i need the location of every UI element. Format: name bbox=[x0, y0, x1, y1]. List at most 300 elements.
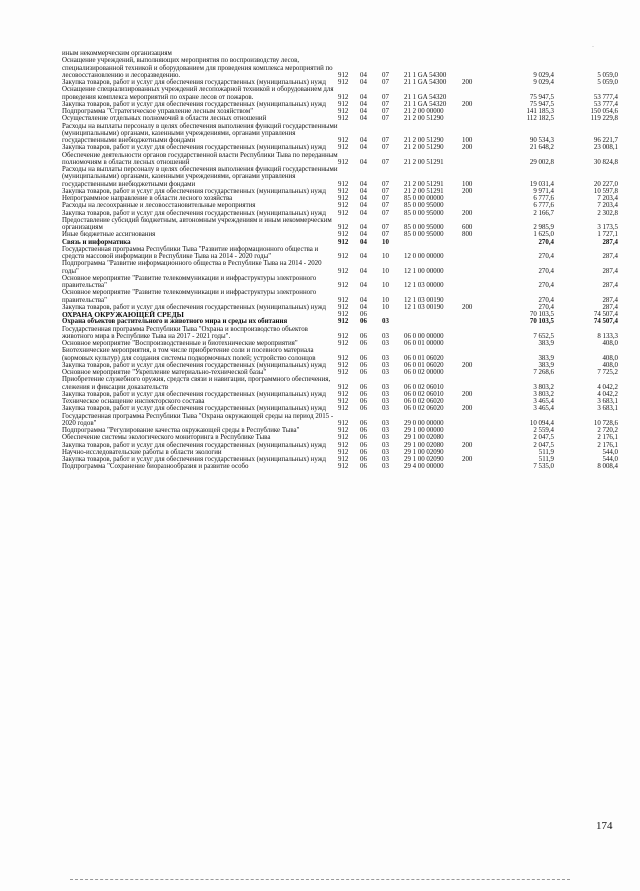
section-code: 04 bbox=[360, 209, 367, 217]
expense-type-code bbox=[462, 326, 492, 341]
table-row bbox=[62, 289, 618, 304]
expense-type-code bbox=[462, 195, 492, 202]
table-row bbox=[62, 318, 618, 325]
section-code: 04 bbox=[360, 195, 367, 202]
section-code: 04 bbox=[360, 202, 367, 210]
section-code: 04 bbox=[360, 93, 367, 101]
row-name: Закупка товаров, работ и услуг для обеспечения государственных (муниципальных) нужд bbox=[62, 144, 326, 152]
expense-type-code: 200 bbox=[462, 79, 473, 86]
amount-year-2: 2 176,1 bbox=[597, 434, 618, 442]
target-article-code: 29 0 00 00000 bbox=[404, 419, 444, 427]
section-code: 06 bbox=[360, 383, 367, 391]
expense-type-code bbox=[462, 289, 492, 304]
row-name: Государственная программа Республики Тыва "Развитие информационного общества и средств массовой информации в Республике Тыва на 2014 - 2020 годы" bbox=[62, 245, 319, 260]
section-code: 04 bbox=[360, 108, 367, 115]
subsection-code bbox=[382, 311, 404, 318]
amount-year-1: 3 465,4 bbox=[533, 405, 554, 413]
section-code: 04 bbox=[360, 137, 367, 144]
amount-year-1: 511,9 bbox=[538, 448, 554, 456]
page-number: 174 bbox=[596, 820, 613, 832]
amount-year-1: 383,9 bbox=[538, 340, 554, 347]
ministry-code: 912 bbox=[338, 267, 349, 275]
section-code: 04 bbox=[360, 303, 367, 311]
amount-year-1: 6 777,6 bbox=[533, 195, 554, 202]
subsection-code: 07 bbox=[382, 202, 389, 210]
table-row bbox=[62, 152, 618, 167]
amount-year-1: 511,9 bbox=[538, 456, 554, 463]
target-article-code: 85 0 00 00000 bbox=[404, 195, 444, 202]
target-article-code: 06 0 01 06020 bbox=[404, 354, 444, 362]
expense-type-code bbox=[462, 275, 492, 290]
subsection-code: 07 bbox=[382, 231, 389, 239]
table-row bbox=[62, 398, 618, 405]
amount-year-1 bbox=[492, 50, 554, 57]
amount-year-1: 70 103,5 bbox=[529, 318, 554, 326]
ministry-code: 912 bbox=[338, 71, 349, 79]
expense-type-code: 200 bbox=[462, 303, 473, 311]
table-row bbox=[62, 231, 618, 238]
ministry-code: 912 bbox=[338, 419, 349, 427]
subsection-code: 03 bbox=[382, 463, 389, 471]
table-row bbox=[62, 86, 618, 101]
expense-type-code: 200 bbox=[462, 209, 473, 217]
subsection-code: 10 bbox=[382, 303, 389, 311]
ministry-code: 912 bbox=[338, 340, 349, 347]
table-row bbox=[62, 347, 618, 362]
row-name: Оснащение специализированных учреждений лесопожарной техникой и оборудованием для проведения комплекса мероприятий по охране лесов от пожаров. bbox=[62, 86, 334, 101]
expense-type-code: 200 bbox=[462, 144, 473, 152]
table-row bbox=[62, 463, 618, 470]
ministry-code: 912 bbox=[338, 209, 349, 217]
row-name: Основное мероприятие "Развитие телекоммуникации и инфраструктуры электронного правительства" bbox=[62, 289, 317, 304]
amount-year-2: 10 728,6 bbox=[593, 419, 618, 427]
ministry-code: 912 bbox=[338, 456, 349, 463]
subsection-code bbox=[382, 50, 404, 57]
expense-type-code: 100 bbox=[462, 180, 473, 188]
amount-year-2: 8 008,4 bbox=[597, 463, 618, 471]
amount-year-2: 544,0 bbox=[602, 448, 618, 456]
amount-year-1: 2 166,7 bbox=[533, 209, 554, 217]
subsection-code: 03 bbox=[382, 340, 389, 347]
amount-year-1: 383,9 bbox=[538, 354, 554, 362]
row-name: Расходы на выплаты персоналу в целях обеспечения выполнения функций государственными (муниципальными) органами, казенными учреждениями, органами управления государственными внебюджетными фондами bbox=[62, 122, 338, 144]
target-article-code: 21 2 00 51291 bbox=[404, 158, 444, 166]
ministry-code: 912 bbox=[338, 427, 349, 434]
ministry-code: 912 bbox=[338, 158, 349, 166]
expense-type-code bbox=[462, 413, 492, 428]
row-name: Непрограммное направление в области лесного хозяйства bbox=[62, 195, 233, 202]
expense-type-code: 200 bbox=[462, 361, 473, 369]
ministry-code bbox=[338, 50, 360, 57]
row-name: Расходы на выплаты персоналу в целях обеспечения выполнения функций государственными (муниципальными) органами, казенными учреждениями, органами управления государственными внебюджетными фондами bbox=[62, 166, 338, 188]
amount-year-2: 20 227,0 bbox=[593, 180, 618, 188]
row-name: Закупка товаров, работ и услуг для обеспечения государственных (муниципальных) нужд bbox=[62, 100, 326, 108]
expense-type-code bbox=[462, 152, 492, 167]
row-name: Подпрограмма "Сохранение биоразнообразия и развитие особо bbox=[62, 463, 249, 471]
amount-year-1: 2 985,9 bbox=[533, 224, 554, 231]
ministry-code: 912 bbox=[338, 303, 349, 311]
amount-year-2: 23 008,1 bbox=[593, 144, 618, 152]
ministry-code: 912 bbox=[338, 463, 349, 471]
table-row bbox=[62, 246, 618, 261]
target-article-code bbox=[404, 311, 462, 318]
target-article-code: 29 1 00 02080 bbox=[404, 434, 444, 442]
subsection-code: 07 bbox=[382, 144, 389, 152]
amount-year-2: 30 824,8 bbox=[593, 158, 618, 166]
target-article-code: 29 4 00 00000 bbox=[404, 463, 444, 471]
table-row bbox=[62, 456, 618, 463]
budget-table-body bbox=[62, 50, 618, 471]
ministry-code: 912 bbox=[338, 354, 349, 362]
amount-year-1: 112 182,5 bbox=[526, 115, 554, 123]
target-article-code: 12 1 03 00000 bbox=[404, 282, 444, 289]
row-name: Подпрограмма "Стратегическое управление лесным хозяйством" bbox=[62, 108, 254, 115]
subsection-code: 03 bbox=[382, 441, 389, 449]
amount-year-1: 2 047,5 bbox=[533, 441, 554, 449]
section-code: 04 bbox=[360, 187, 367, 195]
amount-year-2: 53 777,4 bbox=[593, 93, 618, 101]
section-code: 04 bbox=[360, 296, 367, 304]
ministry-code: 912 bbox=[338, 180, 349, 188]
amount-year-1: 10 094,4 bbox=[529, 419, 554, 427]
target-article-code: 21 1 GA 54300 bbox=[404, 79, 447, 86]
section-code: 04 bbox=[360, 100, 367, 108]
expense-type-code bbox=[462, 260, 492, 275]
amount-year-1: 3 465,4 bbox=[533, 398, 554, 405]
section-code: 04 bbox=[360, 71, 367, 79]
section-code: 04 bbox=[360, 224, 367, 231]
row-name: Предоставление субсидий бюджетным, автономным учреждениям и иным некоммерческим организациям bbox=[62, 216, 332, 231]
expense-type-code: 200 bbox=[462, 100, 473, 108]
expense-type-code bbox=[462, 115, 492, 122]
subsection-code: 10 bbox=[382, 238, 389, 246]
ministry-code: 912 bbox=[338, 253, 349, 260]
subsection-code: 07 bbox=[382, 187, 389, 195]
target-article-code: 12 1 03 00190 bbox=[404, 303, 444, 311]
row-name: Закупка товаров, работ и услуг для обеспечения государственных (муниципальных) нужд bbox=[62, 361, 326, 369]
table-row bbox=[62, 50, 618, 57]
amount-year-1: 70 103,5 bbox=[529, 311, 554, 318]
amount-year-1: 75 947,5 bbox=[529, 93, 554, 101]
amount-year-1: 7 535,0 bbox=[533, 463, 554, 471]
amount-year-2: 8 133,3 bbox=[597, 332, 618, 340]
expense-type-code bbox=[462, 434, 492, 441]
amount-year-2: 287,4 bbox=[602, 253, 618, 260]
expense-type-code bbox=[462, 449, 492, 456]
ministry-code: 912 bbox=[338, 108, 349, 115]
ministry-code: 912 bbox=[338, 231, 349, 239]
table-row bbox=[62, 115, 618, 122]
amount-year-2: 3 683,1 bbox=[597, 405, 618, 413]
subsection-code: 07 bbox=[382, 71, 389, 79]
amount-year-1: 19 031,4 bbox=[529, 180, 554, 188]
section-code: 04 bbox=[360, 144, 367, 152]
row-name: Основное мероприятие "Развитие телекоммуникации и инфраструктуры электронного правительства" bbox=[62, 274, 317, 289]
amount-year-1: 270,4 bbox=[538, 282, 554, 289]
row-name: Подпрограмма "Развитие информационного общества в Республике Тыва на 2014 - 2020 годы" bbox=[62, 260, 322, 275]
table-row bbox=[62, 326, 618, 341]
section-code: 04 bbox=[360, 253, 367, 260]
expense-type-code bbox=[462, 376, 492, 391]
section-code: 04 bbox=[360, 238, 367, 246]
table-row bbox=[62, 442, 618, 449]
expense-type-code bbox=[462, 50, 492, 57]
amount-year-2: 10 597,8 bbox=[593, 187, 618, 195]
expense-type-code: 200 bbox=[462, 441, 473, 449]
target-article-code bbox=[404, 50, 462, 57]
expense-type-code bbox=[462, 340, 492, 347]
amount-year-2: 7 725,2 bbox=[597, 369, 618, 376]
amount-year-1: 9 971,4 bbox=[533, 187, 554, 195]
amount-year-1: 21 648,2 bbox=[529, 144, 554, 152]
table-row bbox=[62, 449, 618, 456]
table-row bbox=[62, 413, 618, 428]
section-code: 06 bbox=[360, 448, 367, 456]
row-name: Научно-исследовательские работы в области экологии bbox=[62, 448, 222, 456]
row-name: Государственная программа Республики Тыва "Охрана и воспроизводство объектов животного мира в Республике Тыва на 2017 - 2021 годы". bbox=[62, 325, 308, 340]
amount-year-2: 287,4 bbox=[602, 267, 618, 275]
table-row bbox=[62, 376, 618, 391]
amount-year-1: 2 047,5 bbox=[533, 434, 554, 442]
amount-year-2: 74 507,4 bbox=[593, 311, 618, 318]
target-article-code: 85 0 00 95000 bbox=[404, 202, 444, 210]
expense-type-code: 200 bbox=[462, 187, 473, 195]
amount-year-1: 7 268,6 bbox=[533, 369, 554, 376]
target-article-code: 21 2 00 51290 bbox=[404, 144, 444, 152]
subsection-code: 10 bbox=[382, 267, 389, 275]
table-row bbox=[62, 210, 618, 217]
amount-year-2: 74 507,4 bbox=[593, 318, 618, 326]
target-article-code: 85 0 00 95000 bbox=[404, 209, 444, 217]
ministry-code: 912 bbox=[338, 238, 349, 246]
table-row bbox=[62, 239, 618, 246]
subsection-code: 03 bbox=[382, 332, 389, 340]
ministry-code: 912 bbox=[338, 369, 349, 376]
amount-year-2: 4 042,2 bbox=[597, 383, 618, 391]
row-name: Основное мероприятие "Укрепление материально-технической базы" bbox=[62, 369, 267, 376]
section-code: 06 bbox=[360, 318, 367, 326]
row-name: Охрана объектов растительного и животного мира и среды их обитания bbox=[62, 318, 288, 326]
expense-type-code bbox=[462, 108, 492, 115]
row-name: Обеспечение системы экологического мониторинга в Республике Тыва bbox=[62, 434, 271, 442]
table-row bbox=[62, 311, 618, 318]
amount-year-1: 29 002,8 bbox=[529, 158, 554, 166]
ministry-code: 912 bbox=[338, 383, 349, 391]
subsection-code: 07 bbox=[382, 195, 389, 202]
amount-year-1: 7 652,5 bbox=[533, 332, 554, 340]
amount-year-2: 5 059,0 bbox=[597, 71, 618, 79]
amount-year-1: 270,4 bbox=[538, 238, 554, 246]
row-name: Приобретение служебного оружия, средств связи и навигации, программного обеспечения, слежения и фиксации доказательств bbox=[62, 376, 331, 391]
target-article-code: 12 1 00 00000 bbox=[404, 267, 444, 275]
section-code: 06 bbox=[360, 405, 367, 413]
expense-type-code: 200 bbox=[462, 390, 473, 398]
amount-year-2: 96 221,7 bbox=[593, 137, 618, 144]
expense-type-code bbox=[462, 347, 492, 362]
expense-type-code bbox=[462, 398, 492, 405]
table-row bbox=[62, 188, 618, 195]
subsection-code: 07 bbox=[382, 115, 389, 123]
amount-year-1: 75 947,5 bbox=[529, 100, 554, 108]
row-name: Обеспечение деятельности органов государственной власти Республики Тыва по переданным полномочиям в области лесных отношений bbox=[62, 151, 338, 166]
budget-table bbox=[62, 50, 618, 471]
row-name: Закупка товаров, работ и услуг для обеспечения государственных (муниципальных) нужд bbox=[62, 187, 326, 195]
ministry-code: 912 bbox=[338, 115, 349, 123]
section-code bbox=[360, 50, 382, 57]
amount-year-2: 2 302,8 bbox=[597, 209, 618, 217]
amount-year-1: 90 534,3 bbox=[529, 137, 554, 144]
subsection-code: 03 bbox=[382, 383, 389, 391]
section-code: 04 bbox=[360, 79, 367, 86]
target-article-code: 06 0 02 00000 bbox=[404, 369, 444, 376]
subsection-code: 07 bbox=[382, 108, 389, 115]
ministry-code: 912 bbox=[338, 202, 349, 210]
subsection-code: 03 bbox=[382, 354, 389, 362]
table-row bbox=[62, 369, 618, 376]
amount-year-2: 287,4 bbox=[602, 296, 618, 304]
target-article-code: 06 0 01 00000 bbox=[404, 340, 444, 347]
ministry-code: 912 bbox=[338, 296, 349, 304]
table-row bbox=[62, 434, 618, 441]
row-name: Иные бюджетные ассигнования bbox=[62, 231, 156, 239]
expense-type-code: 200 bbox=[462, 456, 473, 463]
subsection-code: 03 bbox=[382, 361, 389, 369]
target-article-code: 29 1 00 00000 bbox=[404, 427, 444, 434]
section-code: 06 bbox=[360, 332, 367, 340]
table-row bbox=[62, 391, 618, 398]
target-article-code: 06 0 02 06020 bbox=[404, 398, 444, 405]
amount-year-2: 408,0 bbox=[602, 340, 618, 347]
expense-type-code: 200 bbox=[462, 405, 473, 413]
amount-year-2: 1 727,1 bbox=[597, 231, 618, 239]
target-article-code: 29 1 00 02090 bbox=[404, 456, 444, 463]
ministry-code: 912 bbox=[338, 448, 349, 456]
section-code: 06 bbox=[360, 361, 367, 369]
section-code: 06 bbox=[360, 427, 367, 434]
target-article-code: 21 1 GA 54320 bbox=[404, 100, 447, 108]
target-article-code: 21 2 00 51291 bbox=[404, 187, 444, 195]
table-row bbox=[62, 275, 618, 290]
subsection-code: 07 bbox=[382, 180, 389, 188]
amount-year-2: 4 042,2 bbox=[597, 390, 618, 398]
amount-year-2: 287,4 bbox=[602, 238, 618, 246]
amount-year-1: 1 625,0 bbox=[533, 231, 554, 239]
table-row bbox=[62, 427, 618, 434]
expense-type-code bbox=[462, 57, 492, 79]
table-row bbox=[62, 166, 618, 188]
subsection-code: 03 bbox=[382, 427, 389, 434]
target-article-code: 21 2 00 51290 bbox=[404, 137, 444, 144]
subsection-code: 07 bbox=[382, 224, 389, 231]
amount-year-1: 9 029,4 bbox=[533, 79, 554, 86]
amount-year-1: 270,4 bbox=[538, 267, 554, 275]
subsection-code: 03 bbox=[382, 369, 389, 376]
subsection-code: 03 bbox=[382, 318, 389, 326]
expense-type-code bbox=[462, 463, 492, 470]
amount-year-1: 270,4 bbox=[538, 253, 554, 260]
section-code: 04 bbox=[360, 282, 367, 289]
subsection-code: 03 bbox=[382, 434, 389, 442]
section-code: 06 bbox=[360, 441, 367, 449]
row-name: иным некоммерческим организациям bbox=[62, 50, 172, 57]
amount-year-2: 2 176,1 bbox=[597, 441, 618, 449]
amount-year-2: 287,4 bbox=[602, 282, 618, 289]
subsection-code: 03 bbox=[382, 398, 389, 405]
expense-type-code bbox=[462, 202, 492, 209]
amount-year-2: 53 777,4 bbox=[593, 100, 618, 108]
section-code: 04 bbox=[360, 267, 367, 275]
target-article-code: 06 0 00 00000 bbox=[404, 332, 444, 340]
table-row bbox=[62, 108, 618, 115]
table-row bbox=[62, 202, 618, 209]
table-row bbox=[62, 101, 618, 108]
subsection-code: 10 bbox=[382, 282, 389, 289]
table-row bbox=[62, 340, 618, 347]
ministry-code: 912 bbox=[338, 137, 349, 144]
row-name: Связь и информатика bbox=[62, 238, 131, 246]
expense-type-code bbox=[462, 318, 492, 325]
subsection-code: 07 bbox=[382, 158, 389, 166]
row-name: Оснащение учреждений, выполняющих мероприятия по воспроизводству лесов, специализированной техникой и оборудованием для проведения комплекса мероприятий по лесовосстановлению и лесоразведению. bbox=[62, 57, 333, 79]
target-article-code: 12 1 03 00190 bbox=[404, 296, 444, 304]
table-row bbox=[62, 217, 618, 232]
section-code: 06 bbox=[360, 434, 367, 442]
table-row bbox=[62, 195, 618, 202]
section-code: 06 bbox=[360, 311, 367, 318]
section-code: 06 bbox=[360, 390, 367, 398]
target-article-code: 06 0 02 06010 bbox=[404, 390, 444, 398]
ministry-code: 912 bbox=[338, 405, 349, 413]
expense-type-code bbox=[462, 86, 492, 101]
corner-mark: · bbox=[592, 44, 594, 50]
ministry-code: 912 bbox=[338, 282, 349, 289]
target-article-code bbox=[404, 239, 462, 246]
section-code: 06 bbox=[360, 354, 367, 362]
amount-year-2: 3 683,1 bbox=[597, 398, 618, 405]
expense-type-code bbox=[462, 239, 492, 246]
subsection-code: 03 bbox=[382, 456, 389, 463]
amount-year-1: 2 559,4 bbox=[533, 427, 554, 434]
target-article-code: 06 0 02 06010 bbox=[404, 383, 444, 391]
amount-year-1: 6 777,6 bbox=[533, 202, 554, 210]
ministry-code: 912 bbox=[338, 434, 349, 442]
amount-year-2: 7 203,4 bbox=[597, 195, 618, 202]
subsection-code: 03 bbox=[382, 390, 389, 398]
row-name: ОХРАНА ОКРУЖАЮЩЕЙ СРЕДЫ bbox=[62, 310, 184, 319]
amount-year-2: 3 173,5 bbox=[597, 224, 618, 231]
expense-type-code: 800 bbox=[462, 231, 473, 239]
table-row bbox=[62, 79, 618, 86]
amount-year-2: 408,0 bbox=[602, 361, 618, 369]
ministry-code: 912 bbox=[338, 441, 349, 449]
section-code: 06 bbox=[360, 419, 367, 427]
ministry-code: 912 bbox=[338, 93, 349, 101]
target-article-code bbox=[404, 318, 462, 325]
table-row bbox=[62, 123, 618, 145]
expense-type-code bbox=[462, 246, 492, 261]
subsection-code: 07 bbox=[382, 93, 389, 101]
expense-type-code: 100 bbox=[462, 137, 473, 144]
amount-year-2: 544,0 bbox=[602, 456, 618, 463]
subsection-code: 03 bbox=[382, 405, 389, 413]
ministry-code: 912 bbox=[338, 100, 349, 108]
table-row bbox=[62, 260, 618, 275]
amount-year-2: 2 720,2 bbox=[597, 427, 618, 434]
amount-year-2: 408,0 bbox=[602, 354, 618, 362]
ministry-code: 912 bbox=[338, 361, 349, 369]
target-article-code: 12 0 00 00000 bbox=[404, 253, 444, 260]
row-name: Закупка товаров, работ и услуг для обеспечения государственных (муниципальных) нужд bbox=[62, 390, 326, 398]
